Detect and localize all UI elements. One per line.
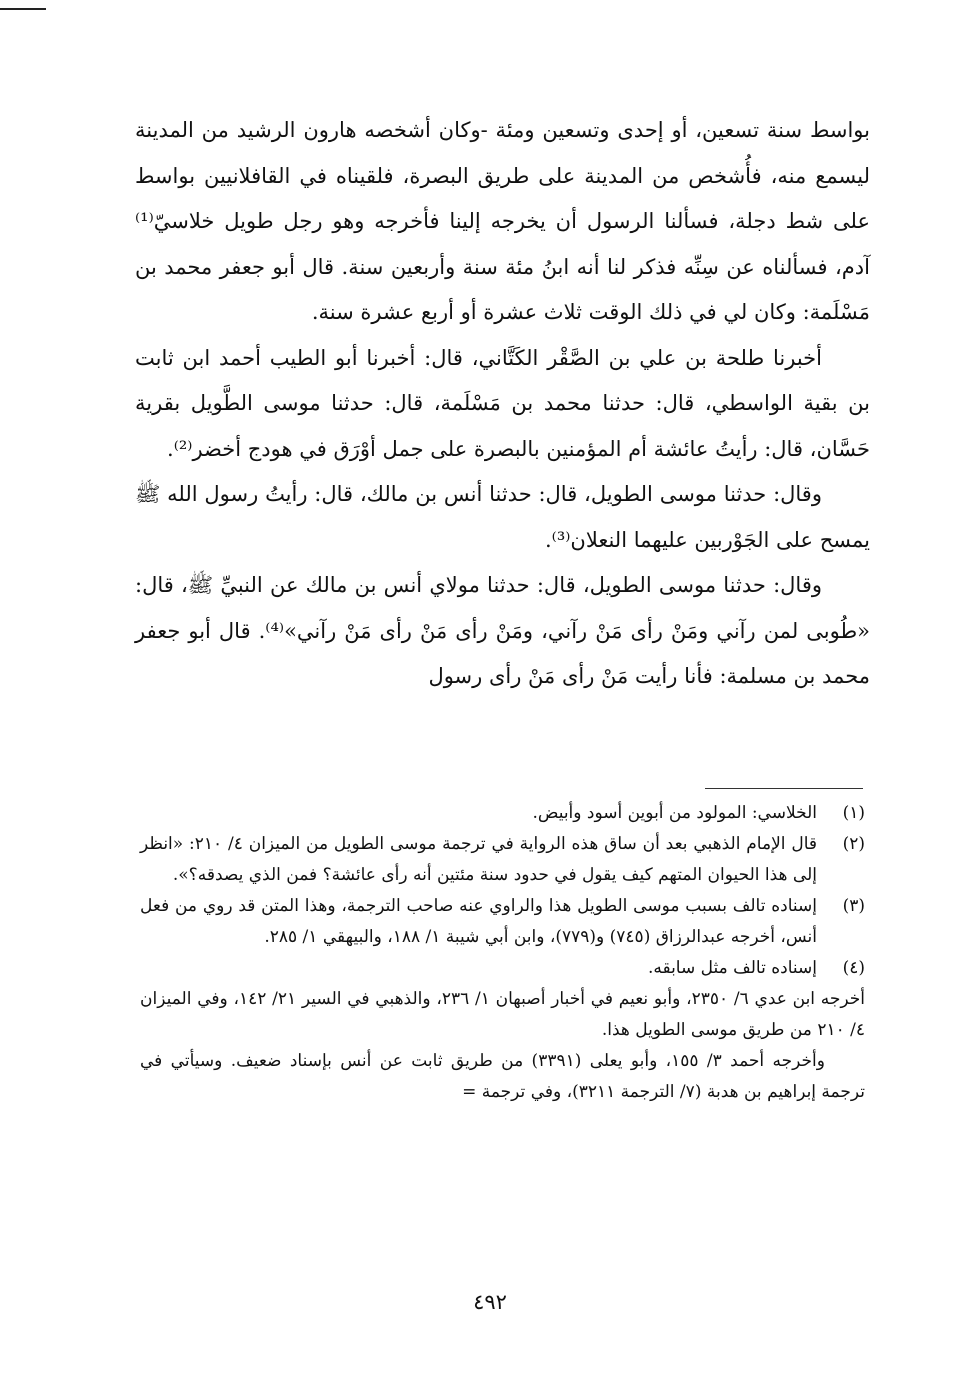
footnote-number: (٢)	[842, 834, 865, 854]
paragraph-2: أخبرنا طلحة بن علي بن الصَّقْر الكَتَّاني، قال: أخبرنا أبو الطيب أحمد ابن ثابت بن بقية الواسطي، قال: حدثنا محمد بن مَسْلَمة، قال: حدثنا موسى الطَّويل بقرية حَسَّان، قال: رأيتُ عائشة أم المؤمنين بالبصرة على جمل أوْرَق في هودج أخضر⁽²⁾.	[135, 345, 870, 461]
corner-rule	[0, 8, 46, 10]
footnote-separator	[705, 788, 863, 789]
footnote-4-continuation-1: أخرجه ابن عدي ٦/ ٢٣٥٠، وأبو نعيم في أخبار أصبهان ١/ ٢٣٦، والذهبي في السير ٢١/ ١٤٢، وفي الميزان ٤/ ٢١٠ من طريق موسى الطويل هذا.	[140, 989, 866, 1040]
paragraph-1: بواسط سنة تسعين، أو إحدى وتسعين ومئة -وكان أشخصه هارون الرشيد من المدينة ليسمع منه، فأُشخص من المدينة على طريق البصرة، فلقيناه في القافلانيين بواسط على شط دجلة، فسألنا الرسول أن يخرجه إلينا فأخرجه وهو رجل طويل خلاسيّ⁽¹⁾ آدم، فسألناه عن سِنِّه فذكر لنا أنه ابنُ مئة سنة وأربعين سنة. قال أبو جعفر محمد بن مَسْلَمة: وكان لي في ذلك الوقت ثلاث عشرة أو أربع عشرة سنة.	[135, 118, 870, 324]
main-text	[135, 108, 870, 700]
footnote-number: (٤)	[842, 958, 865, 978]
footnote-number: (١)	[842, 803, 865, 823]
footnote-text: الخلاسي: المولود من أبوين أسود وأبيض.	[532, 803, 817, 823]
footnote-text: قال الإمام الذهبي بعد أن ساق هذه الرواية في ترجمة موسى الطويل من الميزان ٤/ ٢١٠: «انظر إلى هذا الحيوان المتهم كيف يقول في حدود سنة مئتين أنه رأى عائشة؟ فمن الذي يصدقه؟».	[140, 834, 818, 885]
footnote-text: إسناده تالف بسبب موسى الطويل هذا والراوي عنه صاحب الترجمة، وهذا المتن قد روي من فعل أنس، أخرجه عبدالرزاق (٧٤٥) و(٧٧٩)، وابن أبي شيبة ١/ ١٨٨، والبيهقي ١/ ٢٨٥.	[140, 896, 817, 947]
footnote-number: (٣)	[842, 896, 865, 916]
footnote-3	[140, 891, 865, 953]
paragraph-3: وقال: حدثنا موسى الطويل، قال: حدثنا أنس بن مالك، قال: رأيتُ رسول الله ﷺ يمسح على الجَوْربين عليهما النعلان⁽³⁾.	[135, 482, 870, 552]
footnote-2	[140, 829, 865, 891]
footnote-4	[140, 953, 865, 984]
footnote-4-continuation-2: وأخرجه أحمد ٣/ ١٥٥، وأبو يعلى (٣٣٩١) من طريق ثابت عن أنس بإسناد ضعيف. وسيأتي في ترجمة إبراهيم بن هدبة (٧/ الترجمة ٣٢١١)، وفي ترجمة =	[140, 1051, 865, 1102]
footnote-text: إسناده تالف مثل سابقه.	[647, 958, 817, 978]
footnote-1	[140, 798, 865, 829]
paragraph-4: وقال: حدثنا موسى الطويل، قال: حدثنا مولاي أنس بن مالك عن النبيِّ ﷺ، قال: «طُوبى لمن رآني ومَنْ رأى مَنْ رآني، ومَنْ رأى مَنْ رأى مَنْ رآني»⁽⁴⁾. قال أبو جعفر محمد بن مسلمة: فأنا رأيت مَنْ رأى مَنْ رأى رسول	[135, 573, 871, 688]
footnotes	[140, 798, 865, 1108]
page-number: ٤٩٢	[473, 1290, 507, 1314]
